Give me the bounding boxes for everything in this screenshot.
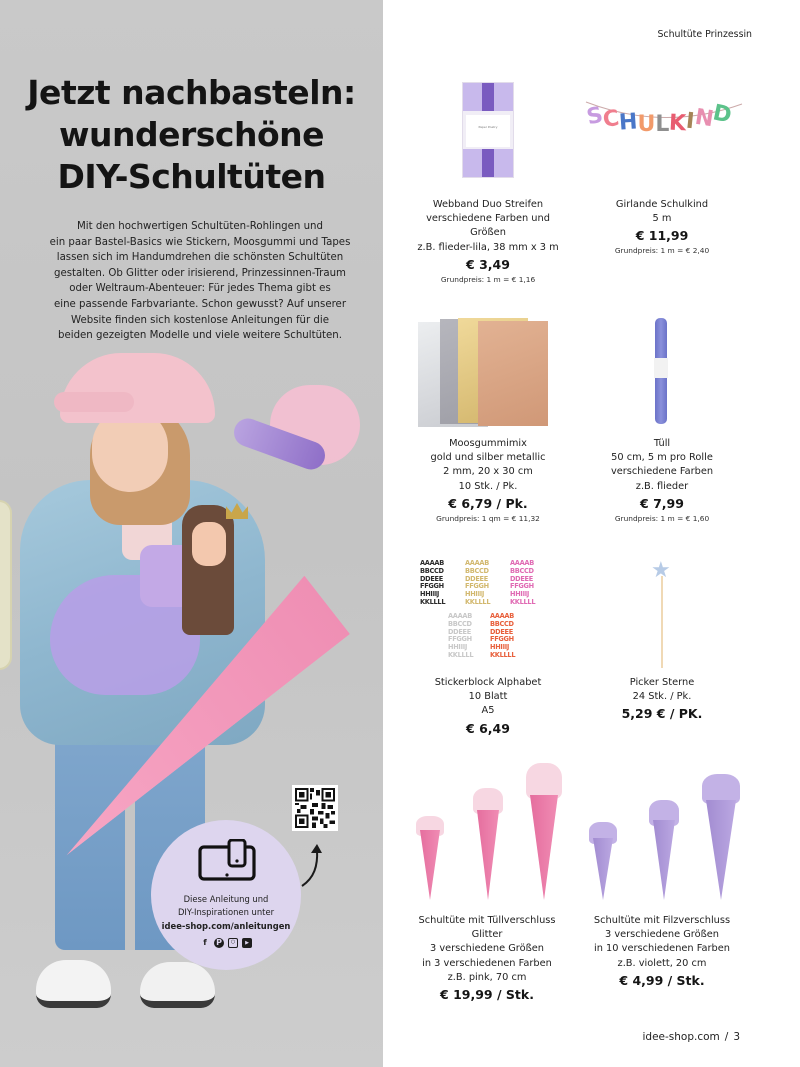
product-name: Tüll [653, 438, 671, 449]
product-detail: 50 cm, 5 m pro Rolle [611, 452, 713, 464]
product-detail: z.B. flieder-lila, 38 mm x 3 m [417, 241, 559, 253]
instructions-text [151, 893, 301, 933]
sticker-sheet-gold: AAAAB BBCCD DDEEE FFGGH HHIIIJ KKLLLL [465, 560, 491, 606]
intro-line: beiden gezeigten Modelle und viele weitere Schultüten. [58, 330, 342, 342]
product-detail: A5 [481, 705, 495, 717]
social-links [151, 938, 301, 948]
footer-site-link[interactable]: idee-shop.com [642, 1031, 720, 1043]
product-schultuete-tuell[interactable] [397, 914, 577, 1004]
sticker-sheet-pink: AAAAB BBCCD DDEEE FFGGH HHIIIJ KKLLLL [510, 560, 536, 606]
ribbon-stripe [482, 149, 494, 177]
arrow-up-curved-icon [298, 840, 328, 890]
running-header: Schultüte Prinzessin [657, 29, 752, 40]
page-footer [642, 1031, 740, 1043]
footer-separator: / [724, 1031, 729, 1043]
product-price: € 11,99 [635, 228, 689, 244]
intro-line: eine passende Farbvariante. Schon gewusst? Auf unserer [53, 298, 347, 310]
garland-letter: K [668, 110, 688, 137]
foam-sheet-copper [478, 321, 548, 426]
product-detail: 24 Stk. / Pk. [632, 691, 692, 703]
sticker-sheet-red: AAAAB BBCCD DDEEE FFGGH HHIIIJ KKLLLL [490, 613, 516, 659]
intro-line: ein paar Bastel-Basics wie Stickern, Moosgummi und Tapes [49, 236, 351, 248]
pink-cone-large [530, 795, 558, 900]
page-headline [0, 72, 383, 198]
instructions-line: Diese Anleitung und [183, 894, 269, 904]
intro-line: gestalten. Ob Glitter oder irisierend, Prinzessinnen-Traum [54, 267, 346, 279]
product-image-ribbon[interactable] [462, 82, 514, 178]
photo-shoe-right [140, 962, 215, 1008]
product-image-alphabet-stickers[interactable] [420, 560, 550, 660]
star-icon: ★ [651, 558, 671, 583]
tablet-phone-icon [198, 839, 256, 881]
product-base-price: Grundpreis: 1 m = € 1,60 [614, 513, 710, 523]
product-detail: gold und silber metallic [430, 452, 546, 464]
product-name: Schultüte mit Tüllverschluss [418, 915, 556, 926]
violet-cone-medium [653, 820, 675, 900]
instagram-icon[interactable]: ○ [228, 938, 238, 948]
product-name: Moosgummimix [449, 438, 527, 449]
intro-line: Website finden sich kostenlose Anleitungen für die [71, 314, 329, 326]
product-price: € 4,99 / Stk. [619, 972, 705, 988]
tulle-label [654, 358, 668, 378]
garland-letters [584, 100, 734, 137]
background-prop [0, 500, 12, 670]
garland-letter: U [637, 112, 656, 137]
intro-line: oder Weltraum-Abenteuer: Für jedes Thema gibt es [69, 283, 331, 295]
pink-cone-medium [477, 810, 499, 900]
product-moosgummimix[interactable] [398, 437, 578, 525]
product-image-foam-sheets[interactable] [418, 316, 548, 426]
product-image-school-cones[interactable] [410, 775, 780, 900]
product-webband[interactable] [398, 198, 578, 286]
ribbon-package-label: Paper Poetry [466, 115, 510, 147]
product-price: € 19,99 / Stk. [440, 987, 534, 1003]
product-schultuete-filz[interactable] [572, 914, 752, 990]
sticker-sheet-black: AAAAB BBCCD DDEEE FFGGH HHIIIJ KKLLLL [420, 560, 446, 606]
garland-letter: S [584, 102, 606, 131]
product-name: Webband Duo Streifen [432, 199, 544, 210]
product-detail: 3 verschiedene Größen [429, 943, 545, 955]
product-girlande[interactable] [572, 198, 752, 257]
product-detail: 3 verschiedene Größen [604, 929, 720, 941]
hero-photo-panel [0, 0, 383, 1067]
cone-tulle [526, 763, 562, 799]
product-base-price: Grundpreis: 1 m = € 2,40 [614, 246, 710, 256]
product-detail: 10 Blatt [468, 691, 508, 703]
intro-paragraph [30, 219, 370, 344]
youtube-icon[interactable]: ▶ [242, 938, 252, 948]
garland-letter: C [601, 105, 621, 134]
garland-letter: D [710, 100, 734, 129]
photo-shoe-left [36, 960, 111, 1008]
princess-face [192, 522, 226, 566]
garland-letter: I [685, 108, 696, 135]
product-detail: z.B. violett, 20 cm [617, 957, 707, 969]
product-name: Schultüte mit Filzverschluss [593, 915, 731, 926]
product-image-garland[interactable] [584, 98, 744, 148]
instructions-line: DIY-Inspirationen unter [177, 907, 275, 918]
garland-letter: N [692, 104, 715, 133]
product-detail: verschiedene Farben [610, 466, 714, 478]
product-detail: in 10 verschiedenen Farben [594, 943, 730, 955]
product-detail: verschiedene Farben und [426, 213, 550, 225]
qr-code-icon[interactable] [292, 785, 338, 831]
product-detail: Glitter [471, 929, 503, 941]
product-price: € 6,79 / Pk. [448, 495, 528, 511]
garland-letter: L [655, 112, 670, 137]
violet-cone-large [706, 800, 736, 900]
product-base-price: Grundpreis: 1 m = € 1,16 [440, 274, 536, 284]
headline-line: DIY-Schultüten [57, 157, 326, 196]
picker-stick [661, 576, 663, 668]
product-name: Stickerblock Alphabet [434, 677, 542, 688]
product-price: € 3,49 [466, 256, 510, 272]
intro-line: Mit den hochwertigen Schultüten-Rohlingen und [77, 221, 323, 232]
cone-felt [702, 774, 740, 804]
photo-leg-gap [125, 790, 135, 950]
instructions-info-circle [151, 820, 301, 970]
garland-letter: H [618, 109, 639, 136]
intro-line: lassen sich im Handumdrehen die schönsten Schultüten [56, 252, 344, 264]
page-number: 3 [733, 1031, 740, 1043]
product-detail: 2 mm, 20 x 30 cm [443, 466, 533, 478]
product-name: Picker Sterne [629, 677, 695, 688]
product-image-tulle-roll[interactable] [655, 318, 667, 424]
facebook-icon[interactable]: f [203, 938, 207, 947]
product-image-star-picker[interactable] [651, 560, 673, 670]
product-tuell[interactable] [572, 437, 752, 525]
product-detail: 10 Stk. / Pk. [458, 480, 518, 492]
pinterest-icon[interactable]: P [214, 938, 224, 948]
photo-cap [60, 353, 215, 423]
sticker-sheet-silver: AAAAB BBCCD DDEEE FFGGH HHIIIJ KKLLLL [448, 613, 474, 659]
pink-cone-small [420, 830, 440, 900]
product-stickerblock[interactable] [398, 676, 578, 738]
instructions-url-link[interactable]: idee-shop.com/anleitungen [161, 920, 291, 931]
headline-line: wunderschöne [59, 115, 324, 154]
product-price: € 6,49 [466, 720, 510, 736]
product-price: € 7,99 [640, 495, 684, 511]
product-detail: Größen [470, 227, 506, 239]
product-detail: z.B. flieder [635, 480, 689, 492]
product-detail: z.B. pink, 70 cm [447, 971, 527, 983]
product-price: 5,29 € / PK. [621, 706, 703, 722]
headline-line: Jetzt nachbasteln: [27, 73, 356, 112]
product-detail: 5 m [652, 213, 672, 225]
product-picker-sterne[interactable] [572, 676, 752, 723]
product-base-price: Grundpreis: 1 qm = € 11,32 [436, 513, 540, 523]
product-detail: in 3 verschiedenen Farben [422, 957, 552, 969]
product-name: Girlande Schulkind [615, 199, 709, 210]
violet-cone-small [593, 838, 613, 900]
photo-cap-brim [54, 392, 134, 412]
ribbon-stripe [482, 83, 494, 111]
